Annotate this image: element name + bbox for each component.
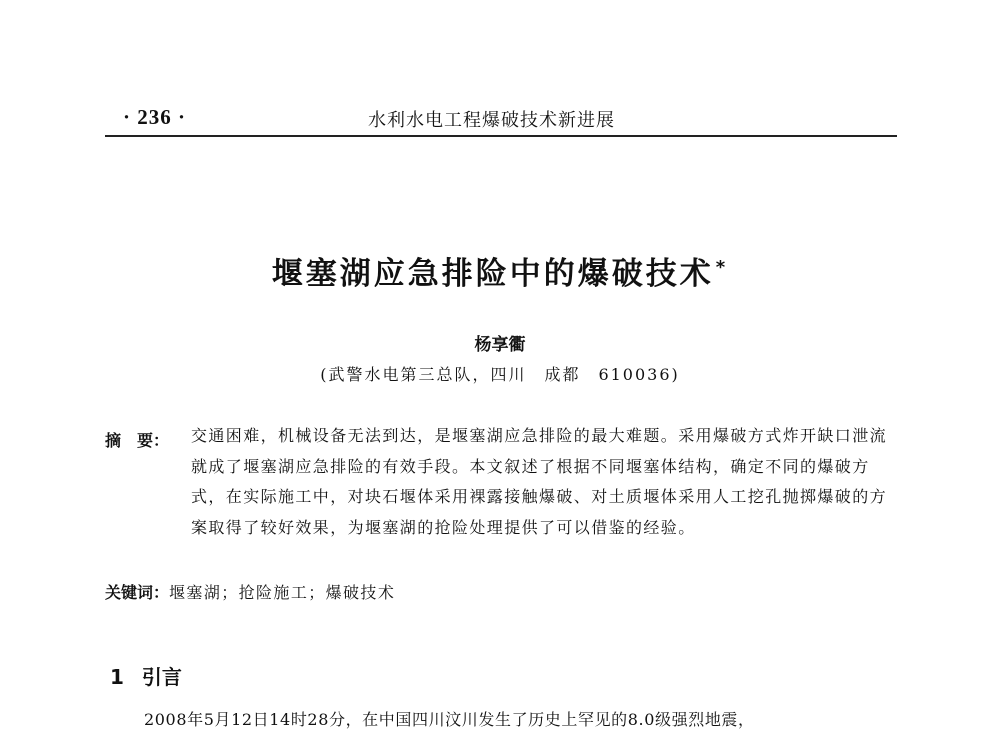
title-footnote-mark: * (715, 256, 729, 278)
section-heading (110, 661, 182, 690)
abstract-label-second: 要： (137, 431, 170, 450)
section-title: 引言 (141, 665, 182, 689)
body-paragraph: 2008年5月12日14时28分，在中国四川汶川发生了历史上罕见的8.0级强烈地震， (144, 710, 755, 729)
article-title: 堰塞湖应急排险中的爆破技术 (271, 256, 714, 292)
page-number: · 236 · (123, 105, 187, 129)
abstract-label-first: 摘 (105, 431, 122, 450)
running-header (105, 101, 897, 137)
abstract-label (105, 428, 169, 451)
section-number: 1 (110, 665, 124, 689)
keywords-text: 堰塞湖；抢险施工；爆破技术 (169, 583, 396, 602)
abstract-block (105, 421, 905, 543)
keywords-label: 关键词： (105, 583, 170, 602)
journal-title: 水利水电工程爆破技术新进展 (368, 110, 615, 131)
abstract-text: 交通困难，机械设备无法到达，是堰塞湖应急排险的最大难题。采用爆破方式炸开缺口泄流就成了堰塞湖应急排险的有效手段。本文叙述了根据不同堰塞体结构，确定不同的爆破方式，在实际施工中，对块石堰体采用裸露接触爆破、对土质堰体采用人工挖孔抛掷爆破的方案取得了较好效果，为堰塞湖的抢险处理提供了可以借鉴的经验。 (191, 426, 888, 537)
author-affiliation: (武警水电第三总队，四川 成都 610036) (320, 365, 680, 384)
author-name: 杨享衢 (474, 335, 526, 355)
article-title-block (0, 248, 1000, 293)
keywords-line (105, 580, 895, 603)
